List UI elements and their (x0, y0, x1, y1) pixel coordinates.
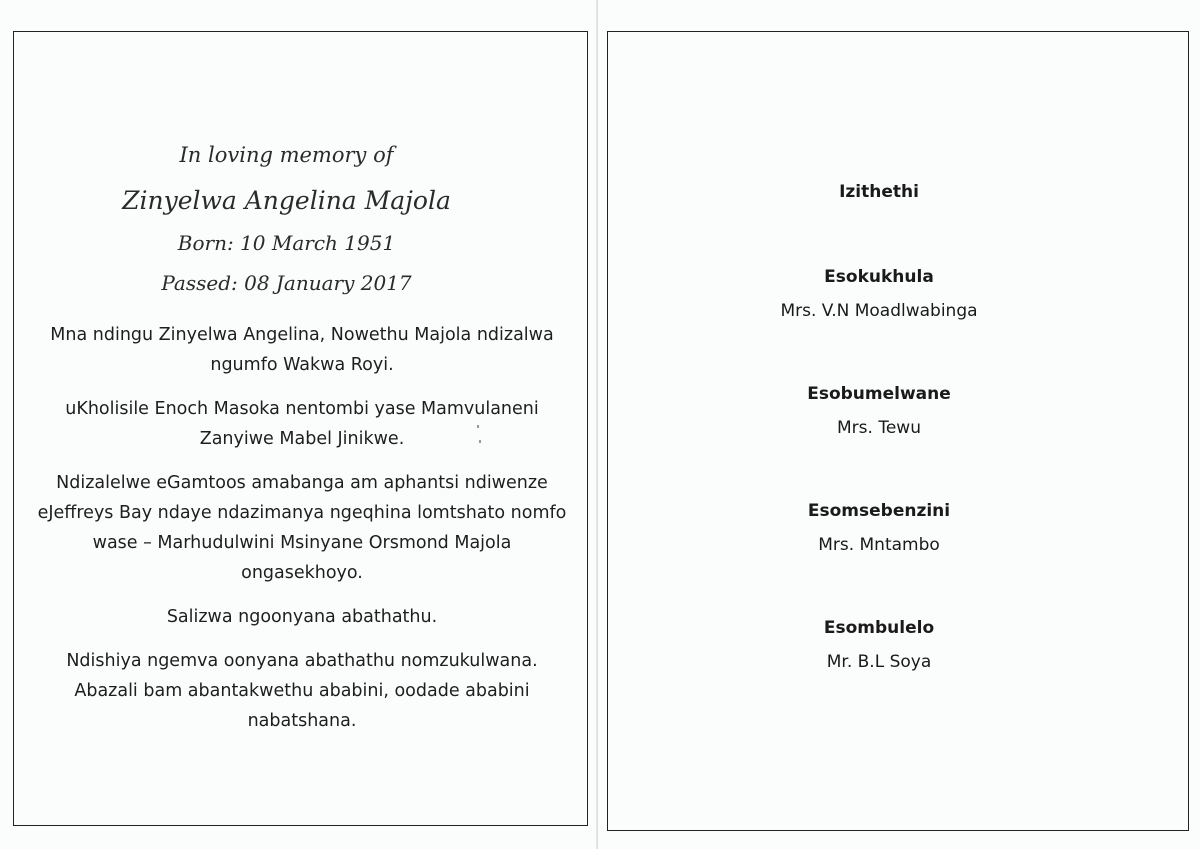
right-page (598, 0, 1200, 849)
section-speaker: Mrs. V.N Moadlwabinga (780, 301, 978, 321)
section-title: Esomsebenzini (807, 501, 951, 521)
right-page-border (607, 31, 1189, 831)
biography-paragraph: Ndishiya ngemva oonyana abathathu nomzukulwana. Abazali bam abantakwethu ababini, oodade ababini nabatshana. (66, 651, 538, 731)
left-page-border (13, 31, 588, 826)
memorial-intro: In loving memory of (179, 143, 394, 167)
birth-date: Born: 10 March 1951 (177, 231, 396, 255)
paper-speck (479, 440, 481, 443)
section-title: Esobumelwane (807, 384, 951, 404)
memorial-header (14, 130, 589, 302)
biography (32, 320, 572, 750)
section-title: Esombulelo (823, 618, 935, 638)
speaker-section (608, 501, 1190, 555)
speaker-section (608, 267, 1190, 321)
program-title: Izithethi (839, 182, 919, 202)
speaker-section (608, 618, 1190, 672)
biography-paragraph: Ndizalelwe eGamtoos amabanga am aphantsi ndiwenze eJeffreys Bay ndaye ndazimanya ngeqhina lomtshato nomfo wase – Marhudulwini Msinyane Orsmond Majola ongasekhoyo. (37, 473, 567, 583)
section-title: Esokukhula (824, 267, 934, 287)
deceased-name: Zinyelwa Angelina Majola (122, 186, 451, 215)
left-page (0, 0, 598, 849)
paper-speck (477, 425, 479, 428)
biography-paragraph: Mna ndingu Zinyelwa Angelina, Nowethu Majola ndizalwa ngumfo Wakwa Royi. (50, 325, 554, 375)
speakers-program (608, 182, 1190, 735)
biography-paragraph: Salizwa ngoonyana abathathu. (166, 607, 438, 627)
death-date: Passed: 08 January 2017 (161, 271, 412, 295)
speaker-section (608, 384, 1190, 438)
section-speaker: Mrs. Mntambo (818, 535, 940, 555)
section-speaker: Mr. B.L Soya (826, 652, 932, 672)
biography-paragraph: uKholisile Enoch Masoka nentombi yase Mamvulaneni Zanyiwe Mabel Jinikwe. (65, 399, 539, 449)
section-speaker: Mrs. Tewu (837, 418, 921, 438)
